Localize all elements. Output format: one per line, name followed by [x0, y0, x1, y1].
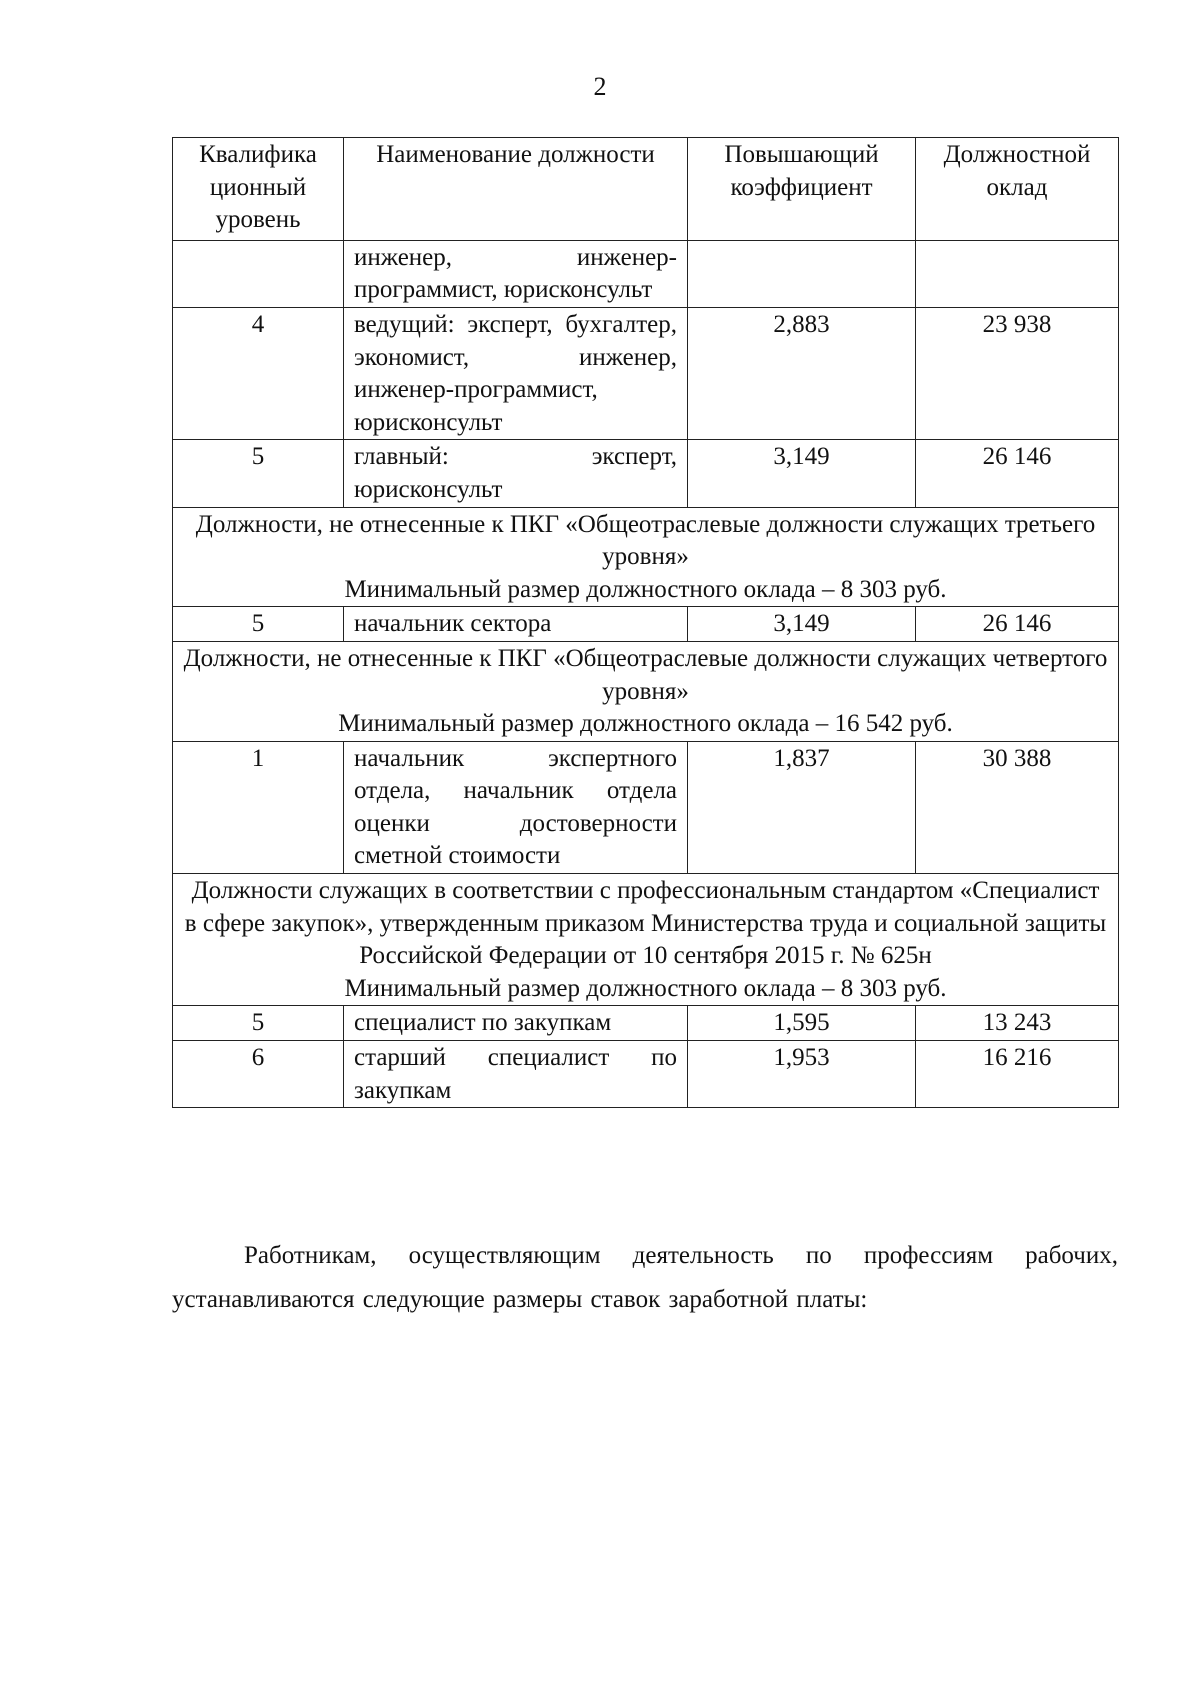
cell-salary: 26 146 [916, 440, 1119, 507]
salary-table [172, 137, 1119, 1108]
cell-coefficient: 3,149 [688, 440, 916, 507]
cell-salary: 16 216 [916, 1041, 1119, 1108]
body-paragraph: Работникам, осуществляющим деятельность по профессиям рабочих, устанавливаются следующие размеры ставок заработной платы: [172, 1242, 1118, 1313]
group-heading-cell [173, 507, 1119, 607]
table-row [173, 440, 1119, 507]
group-title: Должности, не отнесенные к ПКГ «Общеотраслевые должности служащих четвертого уровня» [183, 644, 1108, 705]
cell-salary: 30 388 [916, 741, 1119, 873]
cell-qualification-level: 6 [173, 1041, 344, 1108]
header-qualification-level: Квалифика ционный уровень [173, 138, 344, 241]
group-min-salary: Минимальный размер должностного оклада – 16 542 руб. [338, 710, 953, 738]
cell-position-name: инженер, инженер-программист, юрисконсульт [344, 240, 688, 307]
cell-qualification-level [173, 240, 344, 307]
cell-position-name: начальник экспертного отдела, начальник отдела оценки достоверности сметной стоимости [344, 741, 688, 873]
group-title: Должности служащих в соответствии с профессиональным стандартом «Специалист в сфере закупок», утвержденным приказом Министерства труда и социальной защиты Российской Федерации от 10 сентября 2015 г. № 625н [184, 877, 1107, 970]
cell-position-name: специалист по закупкам [344, 1006, 688, 1041]
table-row [173, 607, 1119, 642]
table-group-row [173, 507, 1119, 607]
header-coefficient: Повышающий коэффициент [688, 138, 916, 241]
table-row [173, 240, 1119, 307]
cell-coefficient: 1,837 [688, 741, 916, 873]
table-group-row [173, 641, 1119, 741]
cell-position-name: главный: эксперт, юрисконсульт [344, 440, 688, 507]
cell-qualification-level: 5 [173, 440, 344, 507]
table-row [173, 741, 1119, 873]
group-heading-cell [173, 874, 1119, 1006]
page-number: 2 [593, 72, 607, 101]
cell-coefficient: 3,149 [688, 607, 916, 642]
cell-position-name: старший специалист по закупкам [344, 1041, 688, 1108]
group-heading-cell [173, 641, 1119, 741]
table-row [173, 1041, 1119, 1108]
cell-salary: 23 938 [916, 307, 1119, 439]
group-min-salary: Минимальный размер должностного оклада – 8 303 руб. [344, 575, 947, 603]
cell-salary: 26 146 [916, 607, 1119, 642]
table-row [173, 1006, 1119, 1041]
table-row [173, 307, 1119, 439]
header-position-name: Наименование должности [344, 138, 688, 241]
group-title: Должности, не отнесенные к ПКГ «Общеотраслевые должности служащих третьего уровня» [195, 510, 1096, 571]
cell-salary [916, 240, 1119, 307]
group-min-salary: Минимальный размер должностного оклада – 8 303 руб. [344, 974, 947, 1002]
cell-position-name: ведущий: эксперт, бухгалтер, экономист, инженер, инженер-программист, юрисконсульт [344, 307, 688, 439]
cell-salary: 13 243 [916, 1006, 1119, 1041]
cell-qualification-level: 4 [173, 307, 344, 439]
table-header-row [173, 138, 1119, 241]
cell-qualification-level: 1 [173, 741, 344, 873]
cell-coefficient: 1,953 [688, 1041, 916, 1108]
cell-coefficient [688, 240, 916, 307]
cell-qualification-level: 5 [173, 1006, 344, 1041]
cell-coefficient: 1,595 [688, 1006, 916, 1041]
cell-qualification-level: 5 [173, 607, 344, 642]
table-group-row [173, 874, 1119, 1006]
cell-coefficient: 2,883 [688, 307, 916, 439]
cell-position-name: начальник сектора [344, 607, 688, 642]
header-salary: Должностной оклад [916, 138, 1119, 241]
